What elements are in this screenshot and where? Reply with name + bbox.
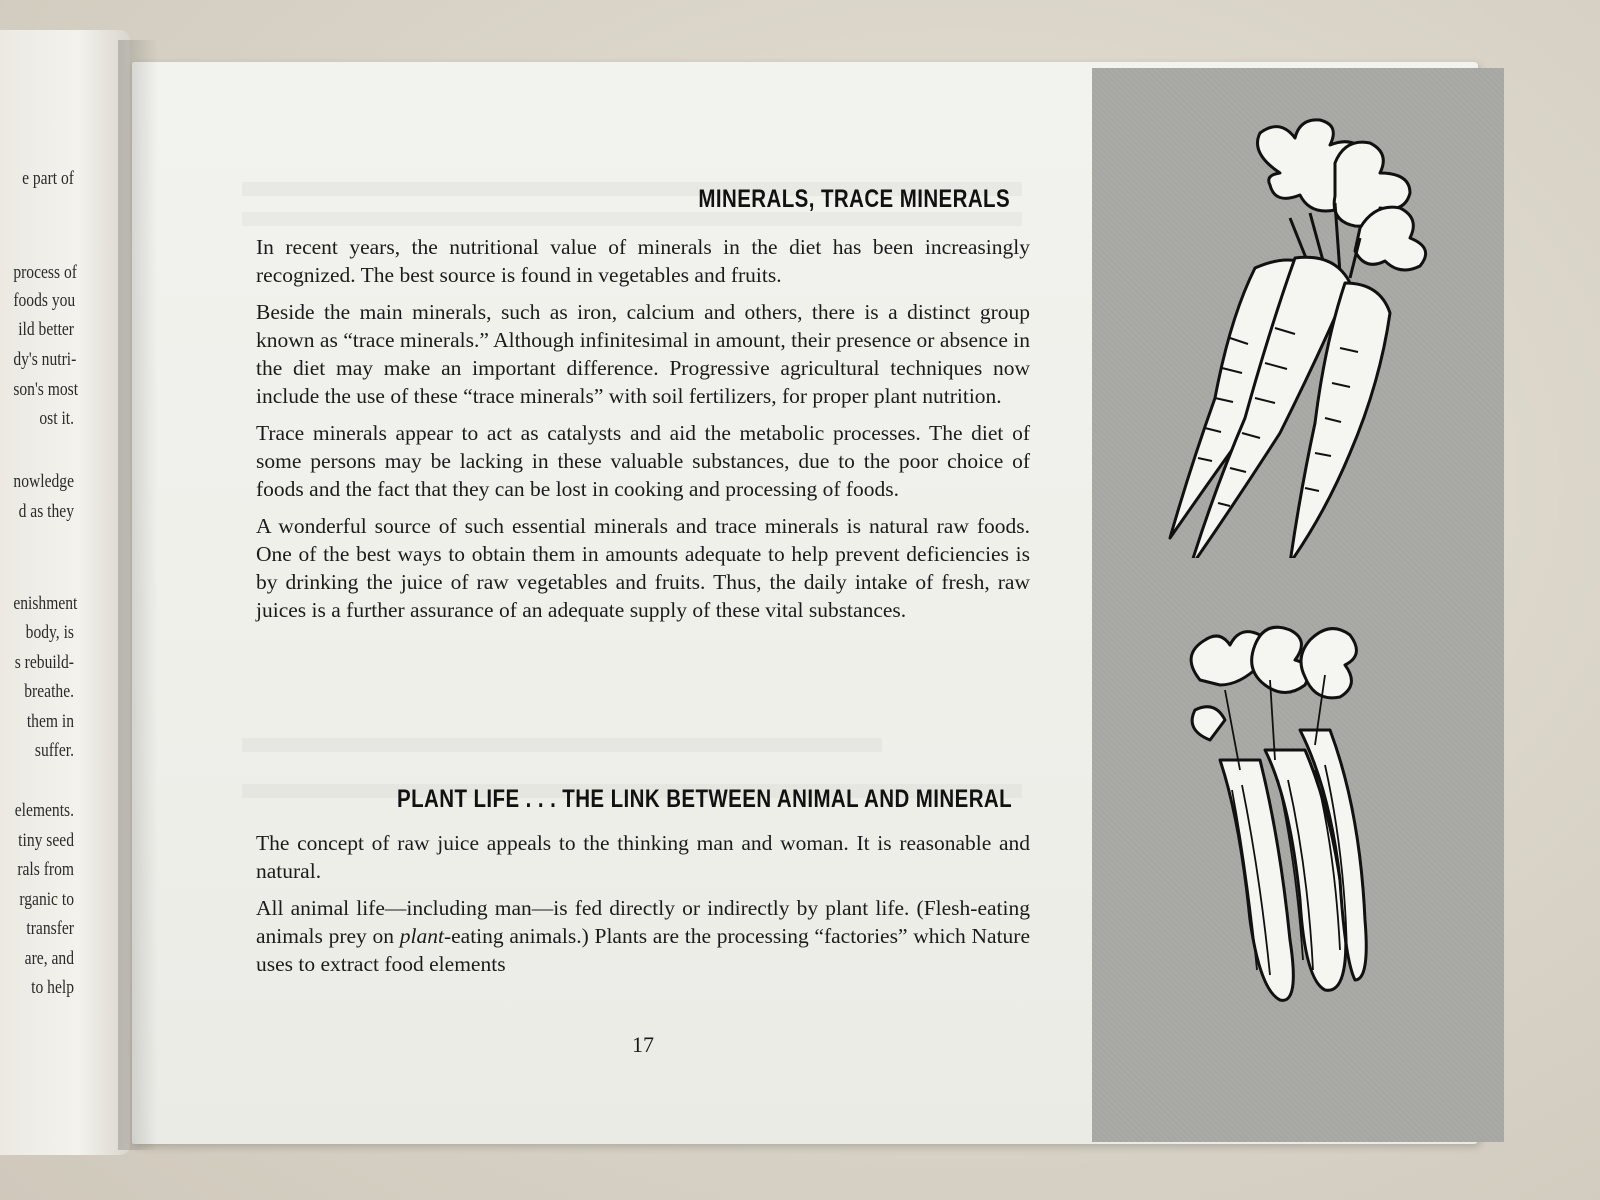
left-line: ild better	[18, 319, 74, 340]
left-page	[0, 30, 130, 1155]
gutter-shadow	[118, 40, 158, 1150]
page-number: 17	[632, 1032, 654, 1057]
left-line: rganic to	[19, 889, 74, 910]
paragraph: Beside the main minerals, such as iron, calcium and others, there is a distinct group known as “trace minerals.” Although infinitesimal in amount, their presence or absence in the diet may make an important difference. Progressive agricultural techniques now include the use of these “trace minerals” with soil fertilizers, for proper plant nutrition.	[256, 300, 1030, 408]
left-line: tiny seed	[18, 830, 74, 851]
show-through	[242, 738, 882, 752]
left-line: suffer.	[34, 740, 74, 761]
left-line: nowledge	[13, 471, 74, 492]
paragraph: In recent years, the nutritional value of minerals in the diet has been increasingly recognized. The best source is found in vegetables and fruits.	[256, 235, 1030, 287]
left-line: are, and	[24, 948, 75, 969]
carrots-illustration	[1160, 118, 1460, 558]
left-line: ost it.	[39, 408, 74, 429]
section-heading: PLANT LIFE . . . THE LINK BETWEEN ANIMAL AND MINERAL	[396, 785, 1012, 813]
section-body	[256, 829, 1030, 987]
section-heading: MINERALS, TRACE MINERALS	[698, 185, 1010, 213]
show-through	[242, 212, 1022, 226]
left-line: enishment	[13, 593, 78, 614]
left-line: d as they	[18, 501, 74, 522]
paragraph: The concept of raw juice appeals to the thinking man and woman. It is reasonable and natural.	[256, 831, 1030, 883]
emphasis: plant	[399, 924, 444, 948]
left-line: rals from	[17, 859, 75, 880]
left-line: foods you	[13, 290, 76, 311]
left-line: s rebuild-	[14, 652, 75, 673]
paragraph	[256, 894, 1030, 978]
left-line: e part of	[22, 168, 75, 189]
left-line: transfer	[26, 918, 74, 939]
left-line: breathe.	[24, 681, 74, 702]
left-line: son's most	[13, 379, 79, 400]
paragraph-text: All animal life—including man—is fed directly or indirectly by plant life. (Flesh-eating animals prey on	[256, 896, 1030, 948]
section-body	[256, 233, 1030, 633]
paragraph: Trace minerals appear to act as catalysts and aid the metabolic processes. The diet of some persons may be lacking in these valuable substances, due to the poor choice of foods and the fact that they can be lost in cooking and processing of foods.	[256, 421, 1030, 501]
paragraph-text: -eating animals.) Plants are the processing “factories” which Nature uses to extract food elements	[256, 924, 1030, 976]
left-line: process of	[13, 262, 77, 283]
left-line: to help	[31, 977, 74, 998]
left-line: dy's nutri-	[13, 349, 77, 370]
celery-illustration	[1170, 620, 1380, 1005]
left-line: them in	[26, 711, 74, 732]
left-line: body, is	[25, 622, 74, 643]
paragraph: A wonderful source of such essential minerals and trace minerals is natural raw foods. One of the best ways to obtain them in amounts adequate to help prevent deficiencies is by drinking the juice of raw vegetables and fruits. Thus, the daily intake of fresh, raw juices is a further assurance of an adequate supply of these vital substances.	[256, 514, 1030, 622]
left-line: elements.	[14, 800, 75, 821]
